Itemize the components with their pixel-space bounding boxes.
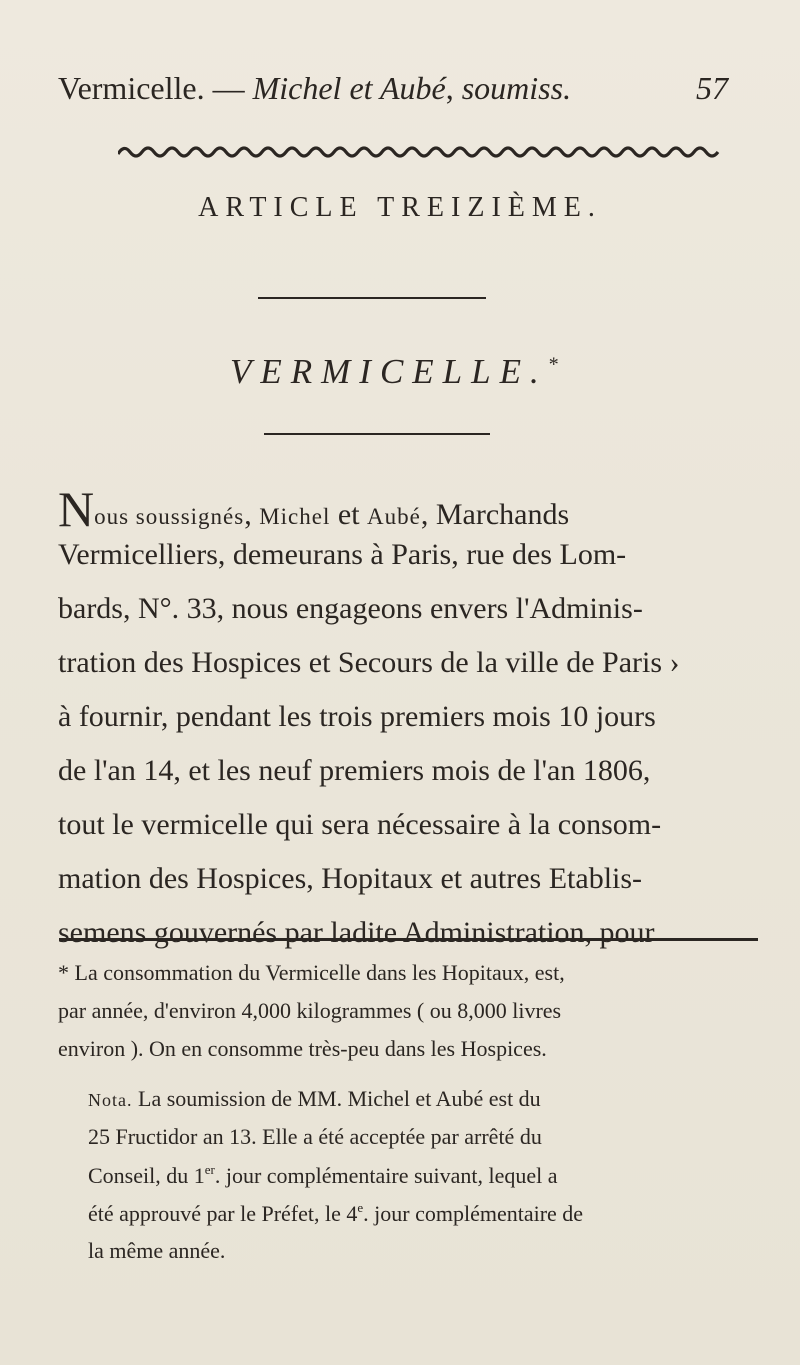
drop-cap: N (58, 481, 95, 537)
article-title: ARTICLE TREIZIÈME. (198, 192, 602, 223)
page-number: 57 (696, 70, 728, 106)
nota-text: La soumission de MM. Michel et Aubé est du (132, 1086, 541, 1111)
footnote-line-7 (88, 1200, 583, 1227)
body-line-4: tration des Hospices et Secours de la ville de Paris › (58, 646, 680, 679)
footnote-line-7-a: été approuvé par le Préfet, le 4 (88, 1201, 358, 1226)
running-head (58, 70, 758, 107)
body-line-1 (58, 481, 570, 537)
body-line-1-f: , Marchands (420, 498, 570, 531)
body-line-1-c: Michel (259, 504, 331, 529)
footnote-divider (59, 938, 758, 941)
running-head-title: Vermicelle. — (58, 70, 253, 106)
section-title (230, 352, 558, 392)
body-line-1-a: ous soussignés (94, 504, 245, 529)
body-line-2: Vermicelliers, demeurans à Paris, rue des Lom- (58, 538, 627, 571)
footnote-line-8: la même année. (88, 1238, 226, 1263)
footnote-line-7-sup: e (357, 1200, 364, 1215)
body-line-5: à fournir, pendant les trois premiers mois 10 jours (58, 700, 656, 733)
running-head-role: soumiss. (461, 70, 572, 106)
footnote-line-2: par année, d'environ 4,000 kilogrammes ( ou 8,000 livres (58, 998, 562, 1023)
footnote-line-7-b: . jour complémentaire de (363, 1201, 584, 1226)
body-line-1-b: , (244, 498, 260, 531)
body-line-1-e: Aubé (367, 504, 421, 529)
footnote-line-6-a: Conseil, du 1 (88, 1163, 205, 1188)
body-line-1-d: et (330, 498, 368, 531)
footnote-line-4 (88, 1086, 541, 1112)
footnote-line-3: environ ). On en consomme très-peu dans les Hospices. (58, 1036, 547, 1061)
footnote-line-5: 25 Fructidor an 13. Elle a été acceptée par arrêté du (88, 1124, 542, 1149)
footnote-line-6-b: . jour complémentaire suivant, lequel a (214, 1163, 558, 1188)
footnote-line-6-sup: er (204, 1162, 215, 1177)
footnote-marker: * (547, 353, 558, 376)
nota-label: Nota. (88, 1090, 133, 1110)
body-line-9: semens gouvernés par ladite Administration, pour (58, 916, 655, 949)
divider-middle (264, 433, 490, 435)
running-head-separator: , (445, 70, 462, 106)
footnote-line-6 (88, 1162, 558, 1189)
section-title-text: VERMICELLE. (230, 352, 548, 391)
footnote-line-1: * La consommation du Vermicelle dans les Hopitaux, est, (58, 960, 565, 985)
running-head-names: Michel et Aubé (252, 70, 446, 106)
wave-ornament-icon (118, 142, 724, 160)
body-line-7: tout le vermicelle qui sera nécessaire à la consom- (58, 808, 662, 841)
divider-top (258, 297, 486, 299)
body-line-8: mation des Hospices, Hopitaux et autres Etablis- (58, 862, 643, 895)
body-line-3: bards, N°. 33, nous engageons envers l'Adminis- (58, 592, 643, 625)
body-line-6: de l'an 14, et les neuf premiers mois de l'an 1806, (58, 754, 651, 787)
